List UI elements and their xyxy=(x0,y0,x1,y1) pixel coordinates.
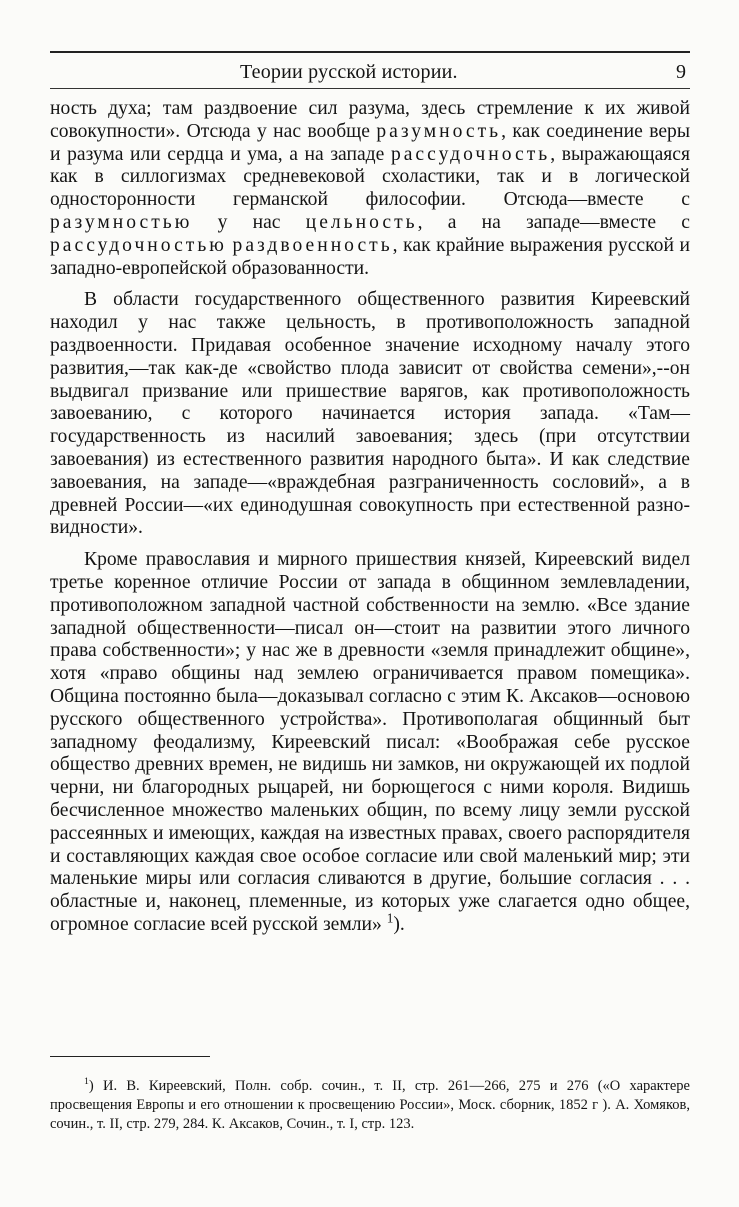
p1-text-g: , как крайние выражения русской и западно-европейской образованности. xyxy=(50,234,690,279)
running-head xyxy=(50,57,690,87)
p1-text-e: , а на западе—вместе с xyxy=(417,211,690,233)
p1-spaced-razdvoennost: раздвоенность xyxy=(232,234,393,256)
footnote xyxy=(50,1077,690,1135)
paragraph-3 xyxy=(50,549,690,937)
p1-spaced-rassudochnostyu: рассудочностью xyxy=(50,234,227,256)
p1-spaced-tselnost: цельность xyxy=(305,211,418,233)
p1-spaced-razumnostyu: разумностью xyxy=(50,211,193,233)
p3-tail: ). xyxy=(393,913,405,935)
paragraph-2: В области государственного общественного развития Киреевский находил у нас также цельность, в противоположность западной раздвоенности. Придавая особенное значение исходному началу этого развития,—так как-де «свойство плода зависит от свойства семени»,-‑он выдвигал призвание или пришествие варягов, как противоположность завоеванию, с которого начинается история запада. «Там—государственность из насилий завоевания; здесь (при отсутствии завоевания) из естественного развития народного быта». И как следствие завоевания, на западе—«враждебная разграниченность сословий», а в древней России—«их единодушная совокупность при естественной разновидности». xyxy=(50,289,690,539)
p1-spaced-rassudochnost: рассудочность xyxy=(390,143,551,165)
top-rule xyxy=(50,51,690,53)
p1-text-a: ность духа; там раздвоение сил разума, здесь стремление к их живой совокупности». Отсюда у нас вообще xyxy=(50,98,690,142)
body-text xyxy=(50,98,690,946)
footnote-reference: 1 xyxy=(386,910,394,926)
footnote-marker: 1 xyxy=(84,1076,89,1088)
page-number: 9 xyxy=(676,61,686,83)
header-rule xyxy=(50,88,690,89)
p1-text-c: , выражающаяся как в силлогизмах средневековой схоластики, так и в логической односторонности германской философии. Отсюда—вместе с xyxy=(50,143,690,211)
running-title: Теории русской истории. xyxy=(240,61,458,83)
paragraph-1 xyxy=(50,98,690,280)
footnote-text: ) И. В. Киреевский, Полн. собр. сочин., т. II, стр. 261—266, 275 и 276 («О характере просвещения Европы и его отношении к просвещению России», Моск. сборник, 1852 г ). А. Хомяков, сочин., т. II, стр. 279, 284. К. Аксаков, Сочин., т. I, стр. 123. xyxy=(50,1078,690,1133)
p1-text-b: , как соединение веры и разума или сердца и ума, а на западе xyxy=(50,120,690,165)
footnote-rule xyxy=(50,1056,210,1057)
p1-text-d: у нас xyxy=(192,211,306,233)
p1-spaced-razumnost: разумность xyxy=(376,120,502,142)
p3-text: Кроме православия и мирного пришествия князей, Киреевский видел третье коренное отличие России от запада в общинном землевладении, противоположном западной частной собственности на землю. «Все здание западной общественности—писал он—стоит на развитии этого личного права собственности»; у нас же в древности «земля принадлежит общине», хотя «право общины над землею ограничивается правом помещика». Община постоянно была—доказывал согласно с этим К. Аксаков—основою русского общественного устройства». Противополагая общинный быт западному феодализму, Киреевский писал: «Воображая себе русское общество древних времен, не видишь ни замков, ни окружающей их подлой черни, ни благородных рыцарей, ни борющегося с ними короля. Видишь бесчисленное множество маленьких общин, по всему лицу земли русской рассеянных и имеющих, каждая на известных правах, своего распорядителя и составляющих каждая свое особое согласие или свой маленький мир; эти маленькие миры или согласия сливаются в другие, большие согласия . . . областные и, наконец, племенные, из которых уже слагается одно общее, огромное согласие всей русской земли» xyxy=(50,549,690,935)
